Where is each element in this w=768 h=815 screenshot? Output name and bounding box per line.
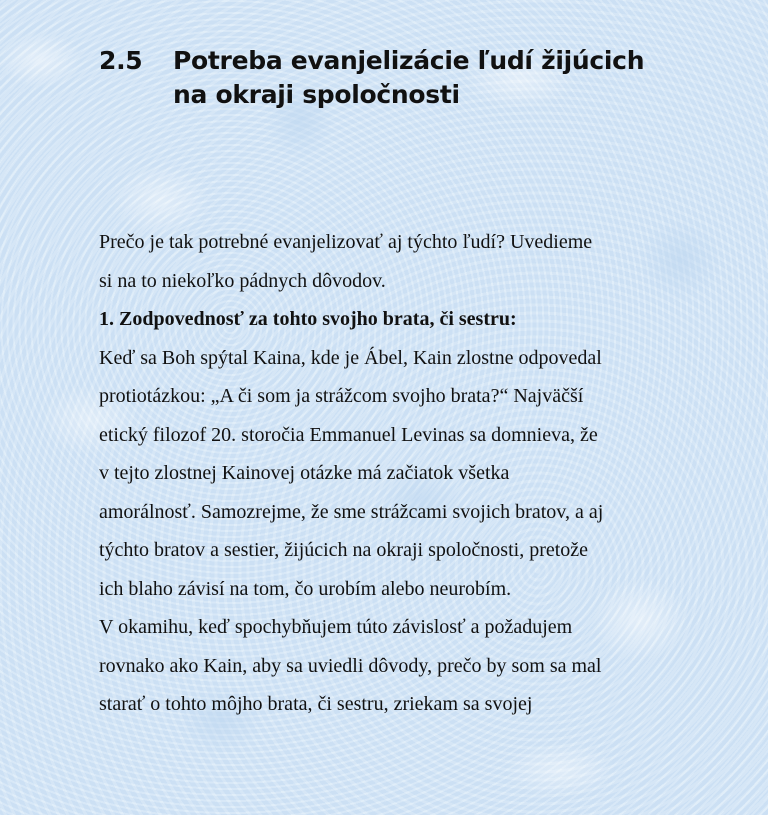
text-line: Prečo je tak potrebné evanjelizovať aj týchto ľudí? Uvedieme [99, 231, 593, 253]
text-line: protiotázkou: „A či som ja strážcom svojho brata?“ Najväčší [99, 385, 584, 407]
text-line: amorálnosť. Samozrejme, že sme strážcami svojich bratov, a aj [99, 500, 604, 523]
text-line: V okamihu, keď spochybňujem túto závislosť a požadujem [99, 616, 573, 638]
section-title-line-2: na okraji spoločnosti [173, 80, 460, 109]
text-line: v tejto zlostnej Kainovej otázke má začiatok všetka [99, 462, 510, 484]
section-number: 2.5 [99, 46, 143, 75]
text-line: ich blaho závisí na tom, čo urobím alebo neurobím. [99, 577, 512, 600]
text-line: starať o tohto môjho brata, či sestru, zriekam sa svojej [99, 693, 533, 715]
subheading-line: 1. Zodpovednosť za tohto svojho brata, či sestru: [99, 308, 517, 330]
body-text [99, 223, 679, 724]
text-line: rovnako ako Kain, aby sa uviedli dôvody, prečo by som sa mal [99, 654, 602, 677]
text-line: Keď sa Boh spýtal Kaina, kde je Ábel, Kain zlostne odpovedal [99, 346, 602, 369]
section-title-line-1: Potreba evanjelizácie ľudí žijúcich [173, 46, 645, 75]
section-heading [99, 44, 644, 112]
text-line: týchto bratov a sestier, žijúcich na okraji spoločnosti, pretože [99, 539, 589, 561]
text-line: etický filozof 20. storočia Emmanuel Levinas sa domnieva, že [99, 423, 598, 446]
text-line: si na to niekoľko pádnych dôvodov. [99, 269, 386, 292]
